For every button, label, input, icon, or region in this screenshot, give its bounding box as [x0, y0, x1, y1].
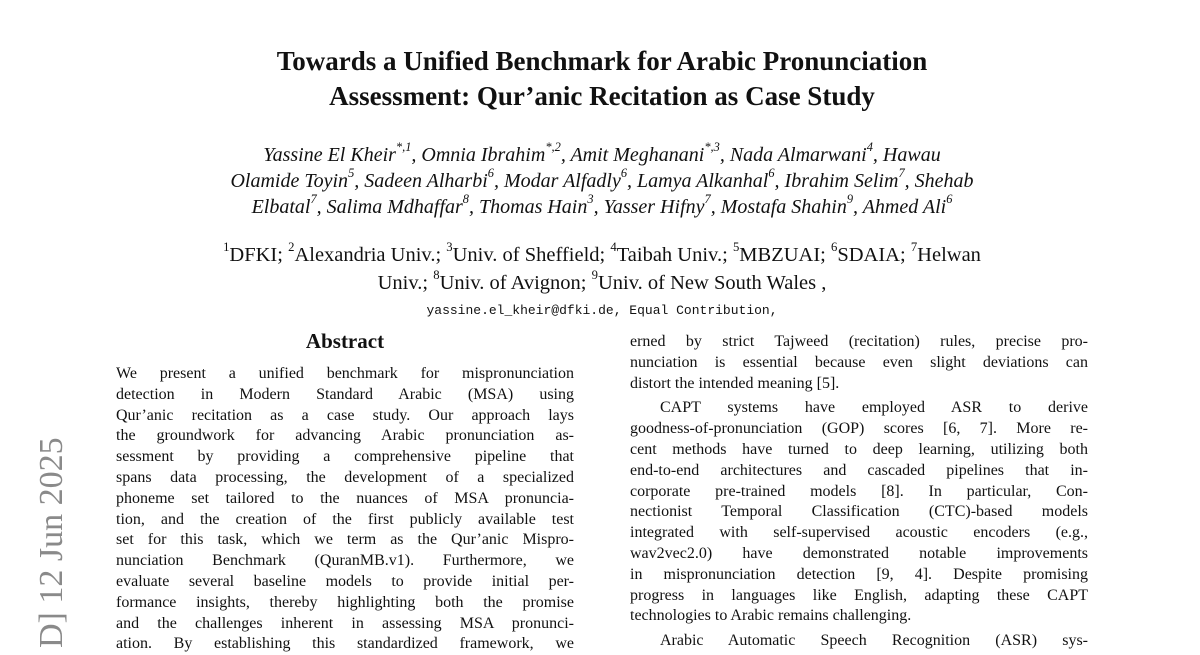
paper-title [150, 44, 1054, 114]
body-line: distort the intended meaning [5]. [630, 374, 840, 392]
body-line: end-to-end architectures and cascaded pipelines that in- [630, 461, 1088, 479]
abstract-line: Qur’anic recitation as a case study. Our approach lays [116, 406, 574, 424]
author-affiliation-mark: *,2 [545, 140, 561, 155]
author-separator: , [774, 170, 785, 192]
title-line: Assessment: Qur’anic Recitation as Case Study [329, 81, 875, 111]
author-name: Amit Meghanani [570, 144, 705, 166]
author-affiliation-mark: 8 [462, 192, 469, 207]
affiliation-number: 3 [446, 240, 453, 255]
body-line: corporate pre-trained models [8]. In particular, Con- [630, 482, 1088, 500]
author-separator: , [469, 196, 479, 218]
author-affiliation-mark: 6 [946, 192, 953, 207]
body-line: integrated with self-supervised acoustic encoders (e.g., [630, 524, 1088, 542]
body-line: erned by strict Tajweed (recitation) rules, precise pro- [630, 333, 1088, 350]
abstract-line: formance insights, thereby highlighting both the promise [116, 593, 574, 611]
affiliation-number: 6 [830, 240, 838, 255]
title-line: Towards a Unified Benchmark for Arabic Pronunciation [276, 46, 928, 76]
author-list [110, 142, 1094, 220]
abstract-line: We present a unified benchmark for mispronunciation [116, 365, 574, 382]
author-separator: , [872, 144, 883, 166]
abstract-line: tion, and the creation of the first publicly available test [116, 510, 574, 528]
affiliation-number: 8 [433, 268, 440, 283]
author-separator: , [710, 196, 721, 218]
body-line: technologies to Arabic remains challenging. [630, 607, 912, 625]
paragraph [630, 631, 1088, 652]
author-name: Thomas Hain [479, 196, 588, 218]
author-separator: , [904, 170, 915, 192]
author-affiliation-mark: *,3 [704, 140, 720, 155]
email-line: yassine.el_kheir@dfki.de, Equal Contribution, [426, 303, 778, 318]
affiliation-name: Alexandria Univ.; [294, 244, 447, 266]
body-line: CAPT systems have employed ASR to derive [660, 399, 1088, 417]
affiliation-name: SDAIA; [837, 244, 911, 266]
author-affiliation-mark: 6 [487, 166, 494, 181]
abstract-line: and the challenges inherent in assessing MSA pronunci- [116, 614, 574, 632]
author-separator: , [627, 170, 638, 192]
body-line: progress in languages like English, adapting these CAPT [630, 586, 1088, 604]
author-separator: , [316, 196, 327, 218]
author-name: Modar Alfadly [503, 170, 621, 192]
affiliation-line [110, 269, 1094, 297]
paragraph [630, 398, 1088, 627]
abstract-line: evaluate several baseline models to provide initial per- [116, 572, 574, 590]
affiliation-name: Univ.; [377, 272, 434, 294]
author-affiliation-mark: *,1 [395, 140, 412, 155]
body-line: Arabic Automatic Speech Recognition (ASR) sys- [660, 632, 1088, 650]
paragraph [630, 332, 1088, 394]
author-name: Salima Mdhaffar [326, 196, 463, 218]
author-name: Yassine El Kheir [263, 144, 396, 166]
author-separator: , [853, 196, 863, 218]
abstract-line: spans data processing, the development of a specialized [116, 468, 574, 486]
author-name: Nada Almarwani [729, 144, 867, 166]
author-affiliation-mark: 9 [846, 192, 854, 207]
abstract-line: nunciation Benchmark (QuranMB.v1). Furthermore, we [116, 552, 574, 570]
abstract-heading: Abstract [305, 329, 385, 353]
affiliation-number: 1 [223, 240, 230, 255]
author-line [110, 168, 1094, 194]
affiliation-line [110, 241, 1094, 269]
author-affiliation-mark: 6 [620, 166, 628, 181]
affiliation-name: DFKI; [229, 244, 289, 266]
abstract-line: set for this task, which we term as the Qur’anic Mispro- [116, 531, 574, 549]
affiliation-list [110, 241, 1094, 297]
abstract-line: phoneme set tailored to the nuances of MSA pronuncia- [116, 489, 574, 507]
author-affiliation-mark: 7 [310, 192, 317, 207]
body-line: goodness-of-pronunciation (GOP) scores [6, 7]. More re- [630, 420, 1088, 438]
author-name: Mostafa Shahin [720, 196, 847, 218]
affiliation-name: Helwan [917, 244, 981, 266]
author-name: Ahmed Ali [862, 196, 947, 218]
abstract-line: ation. By establishing this standardized framework, we [116, 635, 574, 653]
author-line [110, 142, 1094, 168]
abstract-line: detection in Modern Standard Arabic (MSA) using [116, 385, 574, 403]
body-line: wav2vec2.0) have demonstrated notable improvements [630, 544, 1088, 562]
author-separator: , [411, 144, 422, 166]
affiliation-number: 2 [288, 240, 295, 255]
affiliation-name: Univ. of Sheffield; [452, 244, 611, 266]
author-line [110, 194, 1094, 220]
author-affiliation-mark: 3 [587, 192, 594, 207]
right-column-body [630, 332, 1088, 652]
abstract-body [116, 364, 574, 655]
affiliation-number: 9 [591, 268, 598, 283]
body-line: nectionist Temporal Classification (CTC)-based models [630, 503, 1088, 521]
author-separator: , [719, 144, 730, 166]
author-affiliation-mark: 6 [768, 166, 775, 181]
author-name: Olamide Toyin [230, 170, 349, 192]
abstract-line: the groundwork for advancing Arabic pronunciation as- [116, 427, 574, 445]
arxiv-stamp [30, 392, 74, 648]
author-affiliation-mark: 5 [348, 166, 355, 181]
author-name: Ibrahim Selim [784, 170, 899, 192]
abstract-line: sessment by providing a comprehensive pipeline that [116, 448, 574, 466]
affiliation-name: Taibah Univ.; [616, 244, 733, 266]
affiliation-number: 7 [910, 240, 918, 255]
affiliation-name: MBZUAI; [739, 244, 831, 266]
author-name: Hawau [882, 144, 941, 166]
body-line: in mispronunciation detection [9, 4]. Despite promising [630, 565, 1088, 583]
author-separator: , [493, 170, 504, 192]
affiliation-name: Univ. of Avignon; [439, 272, 592, 294]
author-name: Elbatal [251, 196, 311, 218]
author-name: Shehab [914, 170, 974, 192]
arxiv-stamp-text: D] 12 Jun 2025 [33, 437, 70, 648]
author-affiliation-mark: 7 [898, 166, 905, 181]
author-affiliation-mark: 7 [704, 192, 711, 207]
body-line: cent methods have turned to deep learning, utilizing both [630, 440, 1088, 458]
author-separator: , [593, 196, 604, 218]
body-line: nunciation is essential because even slight deviations can [630, 353, 1088, 371]
affiliation-number: 5 [732, 240, 740, 255]
affiliation-name: Univ. of New South Wales , [598, 272, 827, 294]
author-name: Lamya Alkanhal [637, 170, 769, 192]
affiliation-number: 4 [610, 240, 617, 255]
author-separator: , [354, 170, 365, 192]
author-affiliation-mark: 4 [866, 140, 873, 155]
author-separator: , [560, 144, 571, 166]
author-name: Yasser Hifny [603, 196, 705, 218]
author-name: Omnia Ibrahim [421, 144, 546, 166]
author-name: Sadeen Alharbi [364, 170, 488, 192]
